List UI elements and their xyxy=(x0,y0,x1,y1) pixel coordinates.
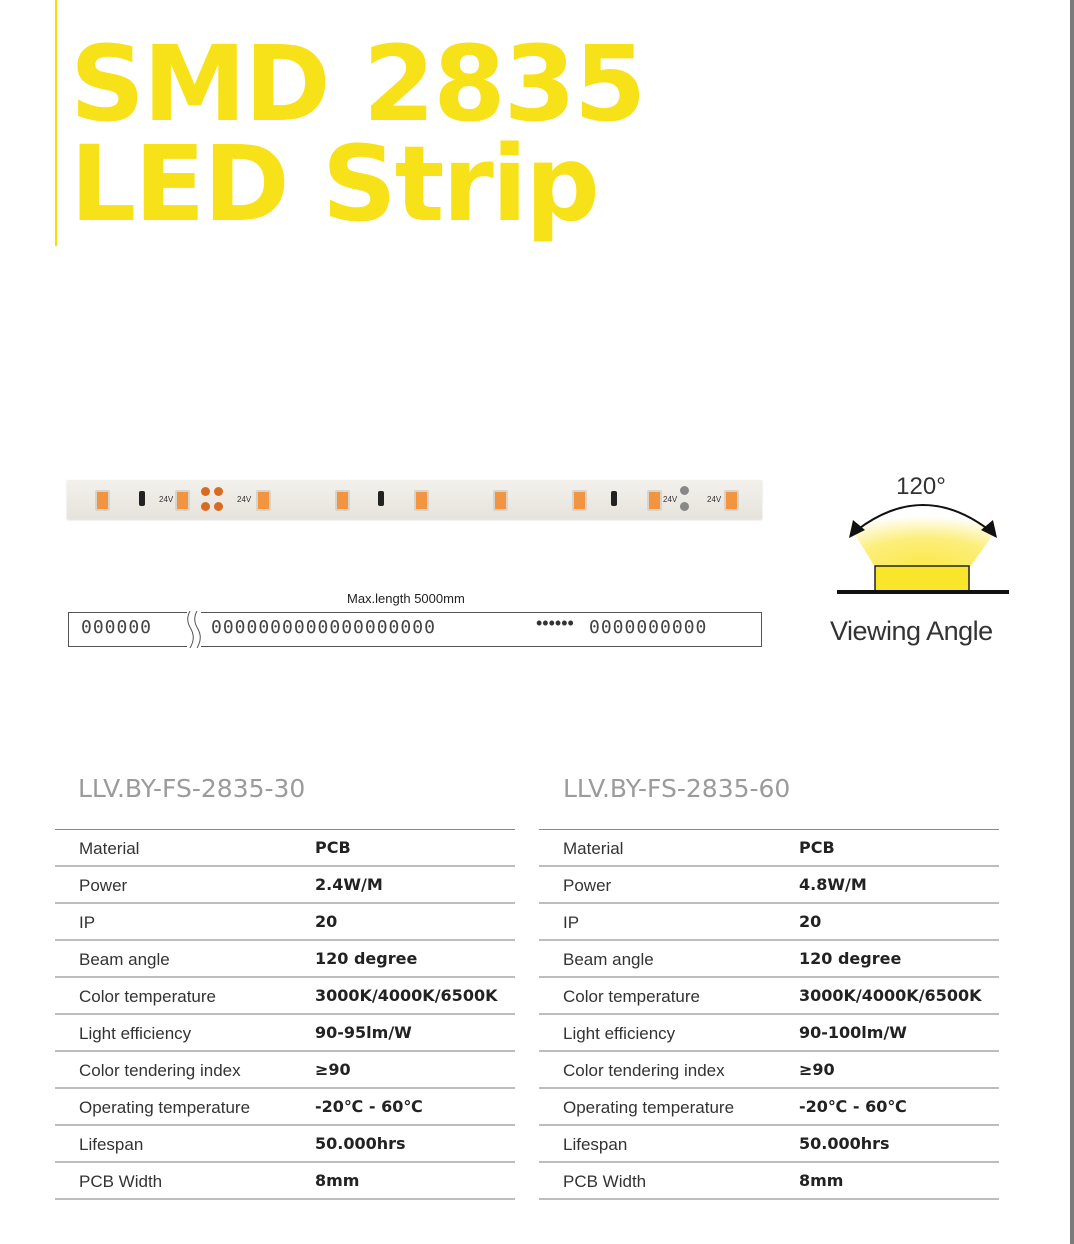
spec-value: 120 degree xyxy=(315,949,418,968)
spec-key: Color temperature xyxy=(79,987,217,1006)
spec-value: -20℃ - 60℃ xyxy=(799,1097,907,1116)
angle-value: 120° xyxy=(896,473,946,500)
light-beam xyxy=(843,503,1007,568)
spec-key: Lifespan xyxy=(563,1135,628,1154)
spec-key: Operating temperature xyxy=(79,1098,251,1117)
led-chip xyxy=(175,490,190,511)
table-row xyxy=(539,830,999,867)
spec-key: Beam angle xyxy=(563,950,654,969)
solder-pad xyxy=(214,502,223,511)
model-name-60: LLV.BY-FS-2835-60 xyxy=(563,774,791,803)
table-row xyxy=(539,867,999,904)
led-chip xyxy=(335,490,350,511)
led-chip xyxy=(256,490,271,511)
voltage-mark: 24V xyxy=(707,495,722,504)
solder-pad xyxy=(201,487,210,496)
spec-key: Color temperature xyxy=(563,987,701,1006)
spec-value: PCB xyxy=(315,838,351,857)
table-row xyxy=(55,1052,515,1089)
table-row xyxy=(55,941,515,978)
led-sequence: 0000000000000000000 xyxy=(211,617,436,638)
table-row xyxy=(539,1126,999,1163)
spec-value: 3000K/4000K/6500K xyxy=(799,986,982,1005)
table-row xyxy=(55,904,515,941)
spec-value: 20 xyxy=(799,912,822,931)
spec-key: Power xyxy=(79,876,128,895)
spec-key: Beam angle xyxy=(79,950,170,969)
led-sequence: 0000000000 xyxy=(589,617,708,638)
spec-value: 20 xyxy=(315,912,338,931)
spec-table-30 xyxy=(55,829,515,1200)
spec-key: IP xyxy=(79,913,96,932)
title-line-2: LED Strip xyxy=(70,123,598,245)
title-line-1: SMD 2835 xyxy=(70,23,645,145)
spec-value: 8mm xyxy=(799,1171,844,1190)
page-edge xyxy=(1070,0,1074,1244)
spec-value: -20℃ - 60℃ xyxy=(315,1097,423,1116)
spec-key: PCB Width xyxy=(79,1172,163,1191)
spec-key: Material xyxy=(563,839,624,858)
spec-value: 8mm xyxy=(315,1171,360,1190)
table-row xyxy=(55,1015,515,1052)
solder-pad xyxy=(680,486,689,495)
spec-value: 90-95lm/W xyxy=(315,1023,412,1042)
table-row xyxy=(539,1163,999,1200)
spec-value: ≥90 xyxy=(799,1060,835,1079)
spec-value: ≥90 xyxy=(315,1060,351,1079)
table-row xyxy=(539,1015,999,1052)
solder-pad xyxy=(214,487,223,496)
spec-value: 50.000hrs xyxy=(799,1134,890,1153)
spec-value: 4.8W/M xyxy=(799,875,867,894)
spec-key: Power xyxy=(563,876,612,895)
led-chip xyxy=(572,490,587,511)
spec-key: Material xyxy=(79,839,140,858)
table-row xyxy=(539,1052,999,1089)
voltage-mark: 24V xyxy=(663,495,678,504)
solder-pad xyxy=(201,502,210,511)
led-package xyxy=(875,566,969,591)
resistor xyxy=(139,491,145,506)
table-row xyxy=(539,1089,999,1126)
resistor xyxy=(611,491,617,506)
led-chip xyxy=(95,490,110,511)
viewing-angle-label: Viewing Angle xyxy=(830,616,993,646)
spec-key: Light efficiency xyxy=(563,1024,676,1043)
spec-value: 3000K/4000K/6500K xyxy=(315,986,498,1005)
spec-key: Color tendering index xyxy=(79,1061,241,1080)
spec-key: PCB Width xyxy=(563,1172,647,1191)
max-length-label: Max.length 5000mm xyxy=(347,591,465,606)
continuation-dots: •••••• xyxy=(536,613,574,633)
led-chip xyxy=(724,490,739,511)
led-sequence: 000000 xyxy=(81,617,153,638)
table-row xyxy=(55,1089,515,1126)
spec-key: IP xyxy=(563,913,580,932)
page-title xyxy=(70,23,645,245)
cut-break xyxy=(187,611,201,648)
led-chip xyxy=(493,490,508,511)
table-row xyxy=(55,867,515,904)
table-row xyxy=(55,978,515,1015)
spec-value: 50.000hrs xyxy=(315,1134,406,1153)
resistor xyxy=(378,491,384,506)
spec-value: 120 degree xyxy=(799,949,902,968)
spec-key: Operating temperature xyxy=(563,1098,735,1117)
spec-value: 90-100lm/W xyxy=(799,1023,907,1042)
voltage-mark: 24V xyxy=(237,495,252,504)
spec-key: Lifespan xyxy=(79,1135,144,1154)
model-name-30: LLV.BY-FS-2835-30 xyxy=(78,774,306,803)
spec-value: 2.4W/M xyxy=(315,875,383,894)
table-row xyxy=(539,941,999,978)
spec-value: PCB xyxy=(799,838,835,857)
table-row xyxy=(539,904,999,941)
table-row xyxy=(55,1163,515,1200)
viewing-angle-diagram xyxy=(835,470,1015,605)
spec-key: Color tendering index xyxy=(563,1061,725,1080)
led-strip-image xyxy=(67,480,762,519)
spec-table-60 xyxy=(539,829,999,1200)
table-row xyxy=(55,1126,515,1163)
table-row xyxy=(55,830,515,867)
strip-length-diagram xyxy=(68,612,762,647)
led-chip xyxy=(414,490,429,511)
led-chip xyxy=(647,490,662,511)
table-row xyxy=(539,978,999,1015)
title-accent-rule xyxy=(55,0,57,246)
spec-key: Light efficiency xyxy=(79,1024,192,1043)
voltage-mark: 24V xyxy=(159,495,174,504)
solder-pad xyxy=(680,502,689,511)
